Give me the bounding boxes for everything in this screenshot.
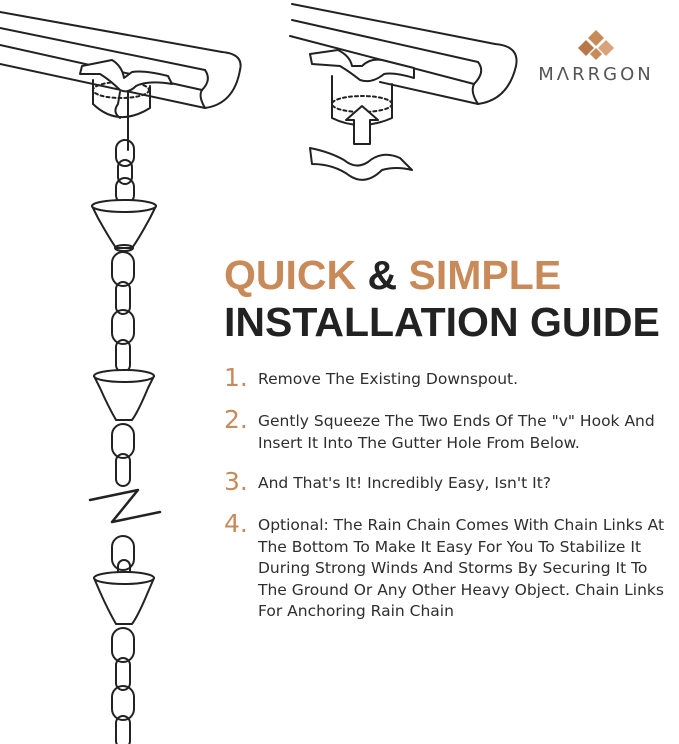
step-text: And That's It! Incredibly Easy, Isn't It? — [258, 474, 551, 492]
left-gutter-icon — [0, 12, 241, 150]
step-1 — [224, 364, 669, 392]
step-number: 3. — [224, 467, 248, 496]
step-3 — [224, 468, 669, 496]
rain-chain-icon — [92, 140, 156, 486]
step-number: 2. — [224, 405, 248, 434]
brand-logo — [536, 30, 656, 85]
step-4 — [224, 510, 669, 623]
step-number: 1. — [224, 363, 248, 392]
rain-chain-lower-icon — [94, 536, 154, 744]
right-gutter-insert-icon — [290, 4, 517, 180]
step-text: Remove The Existing Downspout. — [258, 370, 519, 388]
diamond-logo-mark-icon — [574, 30, 618, 60]
headline-line-2: INSTALLATION GUIDE — [224, 299, 660, 345]
steps-list — [224, 364, 669, 637]
step-number: 4. — [224, 509, 248, 538]
step-text: Gently Squeeze The Two Ends Of The "v" Hook And Insert It Into The Gutter Hole From Below. — [258, 412, 655, 452]
headline-line-1 — [224, 253, 669, 297]
headline-simple: SIMPLE — [408, 252, 562, 298]
brand-name: MΛRRGON — [538, 64, 654, 85]
headline-quick: QUICK — [224, 252, 357, 298]
break-zigzag-icon — [90, 490, 160, 522]
step-text: Optional: The Rain Chain Comes With Chain Links At The Bottom To Make It Easy For You To Stabilize It During Strong Winds And Storms By Securing It To The Ground Or Any Other Heavy Object. Chain Links For Anchoring Rain Chain — [258, 516, 665, 620]
headline-amp: & — [367, 252, 398, 298]
headline — [224, 253, 669, 344]
step-2 — [224, 406, 669, 454]
